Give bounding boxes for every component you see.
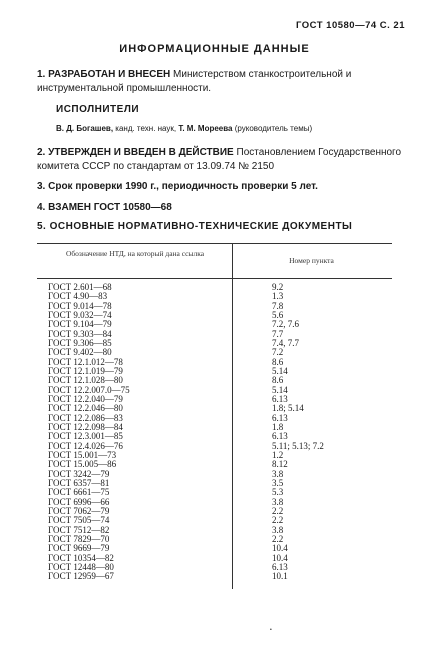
cell-document: ГОСТ 12.1.012—78 bbox=[48, 356, 123, 367]
cell-clause: 1.8; 5.14 bbox=[272, 403, 304, 414]
cell-document: ГОСТ 3242—79 bbox=[48, 468, 110, 479]
cell-document: ГОСТ 12.2.086—83 bbox=[48, 412, 123, 423]
cell-clause: 1.2 bbox=[272, 449, 284, 460]
section-2-text: Постановлением Государственного комитета СССР по стандартам от 13.09.74 № 2150 bbox=[37, 147, 402, 172]
cell-clause: 3.8 bbox=[272, 496, 284, 507]
page-header: ГОСТ 10580—74 С. 21 bbox=[295, 20, 405, 31]
cell-clause: 8.6 bbox=[272, 375, 284, 386]
cell-document: ГОСТ 9.032—74 bbox=[48, 309, 112, 320]
cell-document: ГОСТ 6996—66 bbox=[48, 496, 110, 507]
cell-document: ГОСТ 9.303—84 bbox=[48, 328, 112, 339]
section-2 bbox=[37, 146, 409, 174]
cell-document: ГОСТ 6357—81 bbox=[48, 477, 110, 488]
cell-document: ГОСТ 12.2.007.0—75 bbox=[48, 384, 130, 395]
table-body bbox=[48, 283, 393, 582]
cell-clause: 1.3 bbox=[272, 291, 284, 302]
section-1-text: Министерством станкостроительной и инструментальной промышленности. bbox=[37, 69, 352, 94]
cell-clause: 9.2 bbox=[272, 282, 284, 292]
stray-mark: • bbox=[270, 627, 272, 633]
table-header-clause: Номер пункта bbox=[289, 256, 334, 265]
cell-clause: 7.2 bbox=[272, 347, 284, 358]
section-5: 5. ОСНОВНЫЕ НОРМАТИВНО-ТЕХНИЧЕСКИЕ ДОКУМЕНТЫ bbox=[37, 221, 353, 232]
author-2: Т. М. Мореева bbox=[178, 124, 233, 133]
cell-clause: 5.3 bbox=[272, 487, 284, 498]
page-title: ИНФОРМАЦИОННЫЕ ДАННЫЕ bbox=[119, 43, 310, 55]
cell-clause: 3.8 bbox=[272, 468, 284, 479]
cell-clause: 1.8 bbox=[272, 421, 284, 432]
cell-document: ГОСТ 2.601—68 bbox=[48, 282, 112, 292]
cell-document: ГОСТ 12.3.001—85 bbox=[48, 431, 123, 442]
section-3: 3. Срок проверки 1990 г., периодичность проверки 5 лет. bbox=[37, 181, 318, 192]
cell-clause: 6.13 bbox=[272, 431, 288, 442]
cell-clause: 6.13 bbox=[272, 561, 288, 572]
author-1: В. Д. Богашев, bbox=[56, 124, 114, 133]
cell-clause: 7.7 bbox=[272, 328, 284, 339]
cell-document: ГОСТ 12.1.019—79 bbox=[48, 365, 123, 376]
cell-clause: 2.2 bbox=[272, 505, 284, 516]
cell-document: ГОСТ 9.402—80 bbox=[48, 347, 112, 358]
cell-document: ГОСТ 12448—80 bbox=[48, 561, 114, 572]
section-1-number: 1. bbox=[37, 69, 46, 80]
cell-clause: 10.1 bbox=[272, 571, 288, 582]
table-row bbox=[48, 572, 393, 581]
cell-clause: 7.4, 7.7 bbox=[272, 337, 299, 348]
cell-document: ГОСТ 7829—70 bbox=[48, 533, 110, 544]
cell-clause: 3.8 bbox=[272, 524, 284, 535]
author-2-role: (руководитель темы) bbox=[232, 124, 313, 133]
cell-document: ГОСТ 12.1.028—80 bbox=[48, 375, 123, 386]
cell-document: ГОСТ 7512—82 bbox=[48, 524, 110, 535]
cell-document: ГОСТ 7505—74 bbox=[48, 515, 110, 526]
authors-line bbox=[56, 124, 408, 133]
cell-clause: 10.4 bbox=[272, 543, 288, 554]
cell-clause: 3.5 bbox=[272, 477, 284, 488]
cell-document: ГОСТ 6661—75 bbox=[48, 487, 110, 498]
cell-clause: 5.11; 5.13; 7.2 bbox=[272, 440, 324, 451]
cell-document: ГОСТ 9.014—78 bbox=[48, 300, 112, 311]
author-1-title: канд. техн. наук, bbox=[113, 124, 179, 133]
table-header-document: Обозначение НТД, на который дана ссылка bbox=[65, 249, 205, 258]
cell-document: ГОСТ 10354—82 bbox=[48, 552, 114, 563]
cell-clause: 7.2, 7.6 bbox=[272, 319, 299, 330]
cell-clause: 8.6 bbox=[272, 356, 284, 367]
cell-clause: 10.4 bbox=[272, 552, 288, 563]
table-top-rule bbox=[37, 243, 392, 244]
cell-document: ГОСТ 9.104—79 bbox=[48, 319, 112, 330]
cell-clause: 6.13 bbox=[272, 412, 288, 423]
section-1 bbox=[37, 68, 409, 96]
cell-clause: 7.8 bbox=[272, 300, 284, 311]
cell-document: ГОСТ 15.001—73 bbox=[48, 449, 117, 460]
cell-document: ГОСТ 12.2.040—79 bbox=[48, 393, 123, 404]
cell-clause: 8.12 bbox=[272, 459, 288, 470]
cell-clause: 5.14 bbox=[272, 365, 288, 376]
cell-clause: 6.13 bbox=[272, 393, 288, 404]
cell-document: ГОСТ 12.4.026—76 bbox=[48, 440, 123, 451]
cell-clause: 2.2 bbox=[272, 533, 284, 544]
cell-clause: 5.14 bbox=[272, 384, 288, 395]
cell-document: ГОСТ 15.005—86 bbox=[48, 459, 117, 470]
section-2-heading: 2. УТВЕРЖДЕН И ВВЕДЕН В ДЕЙСТВИЕ bbox=[37, 147, 234, 158]
cell-document: ГОСТ 9669—79 bbox=[48, 543, 110, 554]
cell-document: ГОСТ 12.2.098—84 bbox=[48, 421, 123, 432]
executors-heading: ИСПОЛНИТЕЛИ bbox=[56, 104, 140, 115]
section-1-heading: РАЗРАБОТАН И ВНЕСЕН bbox=[48, 69, 171, 80]
cell-document: ГОСТ 12959—67 bbox=[48, 571, 114, 582]
section-4: 4. ВЗАМЕН ГОСТ 10580—68 bbox=[37, 202, 172, 213]
cell-document: ГОСТ 12.2.046—80 bbox=[48, 403, 123, 414]
cell-clause: 2.2 bbox=[272, 515, 284, 526]
cell-clause: 5.6 bbox=[272, 309, 284, 320]
cell-document: ГОСТ 7062—79 bbox=[48, 505, 110, 516]
table-header-rule bbox=[37, 278, 392, 279]
cell-document: ГОСТ 4.90—83 bbox=[48, 291, 108, 302]
cell-document: ГОСТ 9.306—85 bbox=[48, 337, 112, 348]
